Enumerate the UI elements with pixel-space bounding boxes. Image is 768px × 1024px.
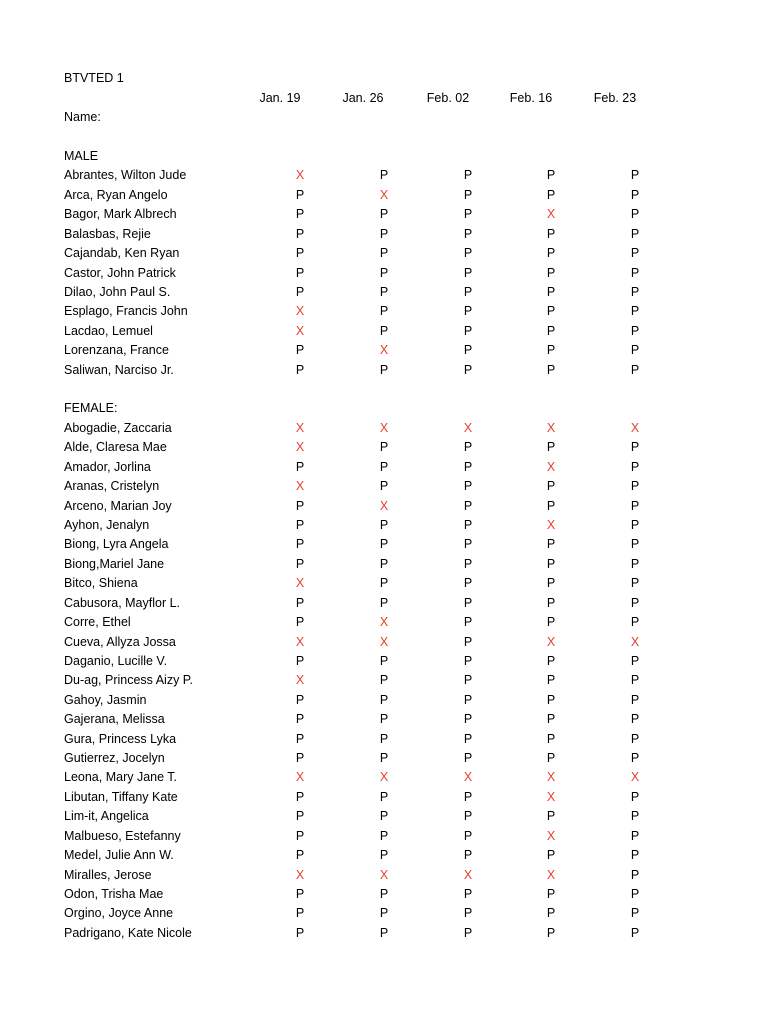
present-mark: P: [546, 886, 556, 901]
present-mark: P: [463, 809, 473, 824]
present-mark: P: [463, 556, 473, 571]
student-row: [0, 574, 768, 593]
present-mark: P: [630, 284, 640, 299]
absent-mark: X: [295, 479, 305, 494]
present-mark: P: [630, 479, 640, 494]
present-mark: P: [630, 187, 640, 202]
student-row: [0, 924, 768, 943]
student-name: Odon, Trisha Mae: [64, 886, 164, 901]
present-mark: P: [295, 517, 305, 532]
present-mark: P: [463, 284, 473, 299]
present-mark: P: [295, 595, 305, 610]
present-mark: P: [463, 712, 473, 727]
student-row: [0, 244, 768, 263]
present-mark: P: [463, 362, 473, 377]
present-mark: P: [630, 886, 640, 901]
present-mark: P: [546, 848, 556, 863]
present-mark: P: [379, 284, 389, 299]
date-header: Feb. 16: [509, 91, 553, 105]
student-name: Dilao, John Paul S.: [64, 284, 171, 299]
student-name: Du-ag, Princess Aizy P.: [64, 673, 193, 688]
student-row: [0, 594, 768, 613]
present-mark: P: [546, 712, 556, 727]
present-mark: P: [295, 246, 305, 261]
present-mark: P: [295, 809, 305, 824]
present-mark: P: [546, 692, 556, 707]
student-row: [0, 419, 768, 438]
present-mark: P: [546, 615, 556, 630]
student-row: [0, 497, 768, 516]
present-mark: P: [630, 906, 640, 921]
present-mark: P: [295, 498, 305, 513]
present-mark: P: [546, 168, 556, 183]
present-mark: P: [295, 906, 305, 921]
present-mark: P: [463, 498, 473, 513]
present-mark: P: [463, 789, 473, 804]
absent-mark: X: [546, 634, 556, 649]
student-name: Daganio, Lucille V.: [64, 653, 168, 668]
student-name: Lorenzana, France: [64, 343, 169, 358]
present-mark: P: [379, 751, 389, 766]
present-mark: P: [379, 459, 389, 474]
present-mark: P: [546, 226, 556, 241]
present-mark: P: [630, 498, 640, 513]
student-name: Gahoy, Jasmin: [64, 692, 147, 707]
student-row: [0, 225, 768, 244]
present-mark: P: [630, 751, 640, 766]
present-mark: P: [379, 692, 389, 707]
student-name: Ayhon, Jenalyn: [64, 517, 150, 532]
absent-mark: X: [295, 168, 305, 183]
absent-mark: X: [546, 867, 556, 882]
present-mark: P: [630, 848, 640, 863]
absent-mark: X: [379, 187, 389, 202]
present-mark: P: [463, 595, 473, 610]
present-mark: P: [295, 828, 305, 843]
student-name: Arca, Ryan Angelo: [64, 187, 168, 202]
present-mark: P: [379, 809, 389, 824]
name-label-row: [0, 108, 768, 127]
present-mark: P: [463, 187, 473, 202]
present-mark: P: [546, 751, 556, 766]
section-label: MALE: [64, 149, 99, 163]
present-mark: P: [630, 168, 640, 183]
present-mark: P: [463, 615, 473, 630]
present-mark: P: [379, 304, 389, 319]
absent-mark: X: [295, 634, 305, 649]
absent-mark: X: [546, 459, 556, 474]
student-name: Gura, Princess Lyka: [64, 731, 177, 746]
student-row: [0, 205, 768, 224]
absent-mark: X: [379, 615, 389, 630]
student-row: [0, 904, 768, 923]
absent-mark: X: [379, 420, 389, 435]
present-mark: P: [546, 362, 556, 377]
present-mark: P: [463, 459, 473, 474]
present-mark: P: [463, 653, 473, 668]
absent-mark: X: [295, 673, 305, 688]
present-mark: P: [630, 692, 640, 707]
absent-mark: X: [463, 420, 473, 435]
student-row: [0, 361, 768, 380]
present-mark: P: [379, 265, 389, 280]
absent-mark: X: [630, 420, 640, 435]
present-mark: P: [546, 537, 556, 552]
present-mark: P: [546, 323, 556, 338]
present-mark: P: [463, 207, 473, 222]
present-mark: P: [463, 576, 473, 591]
present-mark: P: [630, 517, 640, 532]
present-mark: P: [379, 479, 389, 494]
student-row: [0, 535, 768, 554]
present-mark: P: [379, 595, 389, 610]
present-mark: P: [630, 653, 640, 668]
present-mark: P: [463, 886, 473, 901]
absent-mark: X: [379, 634, 389, 649]
student-row: [0, 827, 768, 846]
present-mark: P: [546, 498, 556, 513]
absent-mark: X: [546, 828, 556, 843]
student-row: [0, 710, 768, 729]
date-header: Feb. 23: [593, 91, 637, 105]
student-row: [0, 788, 768, 807]
absent-mark: X: [379, 343, 389, 358]
present-mark: P: [630, 246, 640, 261]
student-row: [0, 458, 768, 477]
absent-mark: X: [546, 770, 556, 785]
student-name: Abrantes, Wilton Jude: [64, 168, 187, 183]
present-mark: P: [630, 226, 640, 241]
present-mark: P: [379, 848, 389, 863]
section-label-row: [0, 399, 768, 418]
present-mark: P: [546, 653, 556, 668]
present-mark: P: [546, 673, 556, 688]
present-mark: P: [546, 576, 556, 591]
student-name: Medel, Julie Ann W.: [64, 848, 174, 863]
present-mark: P: [379, 517, 389, 532]
present-mark: P: [379, 226, 389, 241]
present-mark: P: [295, 692, 305, 707]
present-mark: P: [630, 731, 640, 746]
student-row: [0, 807, 768, 826]
absent-mark: X: [546, 207, 556, 222]
student-row: [0, 516, 768, 535]
present-mark: P: [379, 925, 389, 940]
student-name: Libutan, Tiffany Kate: [64, 789, 178, 804]
present-mark: P: [295, 556, 305, 571]
student-name: Leona, Mary Jane T.: [64, 770, 178, 785]
present-mark: P: [295, 265, 305, 280]
present-mark: P: [630, 576, 640, 591]
student-row: [0, 477, 768, 496]
present-mark: P: [295, 789, 305, 804]
student-name: Castor, John Patrick: [64, 265, 176, 280]
present-mark: P: [630, 207, 640, 222]
student-name: Bitco, Shiena: [64, 576, 138, 591]
present-mark: P: [463, 517, 473, 532]
present-mark: P: [463, 692, 473, 707]
present-mark: P: [463, 479, 473, 494]
student-name: Esplago, Francis John: [64, 304, 188, 319]
student-name: Biong, Lyra Angela: [64, 537, 169, 552]
student-row: [0, 283, 768, 302]
present-mark: P: [379, 653, 389, 668]
present-mark: P: [295, 886, 305, 901]
present-mark: P: [630, 595, 640, 610]
student-row: [0, 671, 768, 690]
student-name: Saliwan, Narciso Jr.: [64, 362, 174, 377]
present-mark: P: [379, 712, 389, 727]
present-mark: P: [463, 848, 473, 863]
present-mark: P: [295, 343, 305, 358]
present-mark: P: [630, 459, 640, 474]
present-mark: P: [546, 556, 556, 571]
student-name: Padrigano, Kate Nicole: [64, 925, 192, 940]
student-row: [0, 652, 768, 671]
present-mark: P: [379, 828, 389, 843]
student-name: Miralles, Jerose: [64, 867, 152, 882]
student-row: [0, 613, 768, 632]
sheet-title: BTVTED 1: [64, 71, 124, 85]
present-mark: P: [546, 304, 556, 319]
student-row: [0, 846, 768, 865]
student-name: Abogadie, Zaccaria: [64, 420, 172, 435]
present-mark: P: [295, 284, 305, 299]
student-row: [0, 768, 768, 787]
present-mark: P: [463, 304, 473, 319]
student-name: Orgino, Joyce Anne: [64, 906, 174, 921]
date-header: Jan. 26: [342, 91, 384, 105]
present-mark: P: [295, 751, 305, 766]
present-mark: P: [546, 925, 556, 940]
present-mark: P: [463, 168, 473, 183]
student-name: Cajandab, Ken Ryan: [64, 246, 180, 261]
present-mark: P: [630, 828, 640, 843]
present-mark: P: [379, 246, 389, 261]
present-mark: P: [295, 731, 305, 746]
present-mark: P: [379, 440, 389, 455]
present-mark: P: [630, 343, 640, 358]
present-mark: P: [379, 556, 389, 571]
present-mark: P: [295, 187, 305, 202]
present-mark: P: [630, 304, 640, 319]
present-mark: P: [463, 925, 473, 940]
present-mark: P: [295, 925, 305, 940]
absent-mark: X: [379, 498, 389, 513]
date-header: Feb. 02: [426, 91, 470, 105]
present-mark: P: [463, 731, 473, 746]
present-mark: P: [379, 906, 389, 921]
present-mark: P: [630, 809, 640, 824]
student-row: [0, 866, 768, 885]
present-mark: P: [379, 323, 389, 338]
present-mark: P: [379, 537, 389, 552]
student-row: [0, 633, 768, 652]
name-label: Name:: [64, 110, 101, 124]
present-mark: P: [630, 673, 640, 688]
absent-mark: X: [463, 867, 473, 882]
student-name: Arceno, Marian Joy: [64, 498, 172, 513]
present-mark: P: [630, 362, 640, 377]
present-mark: P: [630, 925, 640, 940]
present-mark: P: [546, 595, 556, 610]
student-row: [0, 691, 768, 710]
present-mark: P: [546, 343, 556, 358]
present-mark: P: [546, 731, 556, 746]
student-row: [0, 438, 768, 457]
student-name: Cabusora, Mayflor L.: [64, 595, 181, 610]
present-mark: P: [295, 207, 305, 222]
present-mark: P: [379, 789, 389, 804]
present-mark: P: [630, 323, 640, 338]
present-mark: P: [379, 731, 389, 746]
student-row: [0, 264, 768, 283]
student-name: Alde, Claresa Mae: [64, 440, 167, 455]
absent-mark: X: [295, 323, 305, 338]
student-name: Malbueso, Estefanny: [64, 828, 181, 843]
present-mark: P: [630, 615, 640, 630]
student-row: [0, 166, 768, 185]
student-row: [0, 322, 768, 341]
present-mark: P: [630, 265, 640, 280]
present-mark: P: [546, 246, 556, 261]
student-row: [0, 341, 768, 360]
student-name: Lacdao, Lemuel: [64, 323, 153, 338]
student-name: Amador, Jorlina: [64, 459, 151, 474]
student-row: [0, 885, 768, 904]
student-name: Cueva, Allyza Jossa: [64, 634, 176, 649]
present-mark: P: [463, 265, 473, 280]
present-mark: P: [630, 440, 640, 455]
absent-mark: X: [295, 770, 305, 785]
present-mark: P: [463, 751, 473, 766]
present-mark: P: [630, 867, 640, 882]
title-row: [0, 69, 768, 88]
section-label: FEMALE:: [64, 401, 118, 416]
present-mark: P: [295, 615, 305, 630]
present-mark: P: [463, 226, 473, 241]
present-mark: P: [295, 226, 305, 241]
present-mark: P: [546, 809, 556, 824]
student-name: Lim-it, Angelica: [64, 809, 149, 824]
absent-mark: X: [295, 867, 305, 882]
present-mark: P: [463, 906, 473, 921]
absent-mark: X: [546, 789, 556, 804]
present-mark: P: [295, 362, 305, 377]
student-row: [0, 186, 768, 205]
present-mark: P: [379, 886, 389, 901]
student-row: [0, 555, 768, 574]
section-label-row: [0, 147, 768, 166]
student-name: Aranas, Cristelyn: [64, 479, 160, 494]
present-mark: P: [379, 362, 389, 377]
present-mark: P: [379, 673, 389, 688]
student-row: [0, 749, 768, 768]
present-mark: P: [463, 634, 473, 649]
present-mark: P: [630, 712, 640, 727]
present-mark: P: [630, 537, 640, 552]
student-name: Corre, Ethel: [64, 615, 131, 630]
absent-mark: X: [295, 440, 305, 455]
student-name: Balasbas, Rejie: [64, 226, 151, 241]
present-mark: P: [379, 168, 389, 183]
present-mark: P: [379, 576, 389, 591]
absent-mark: X: [630, 770, 640, 785]
present-mark: P: [546, 479, 556, 494]
present-mark: P: [463, 828, 473, 843]
student-row: [0, 730, 768, 749]
present-mark: P: [546, 265, 556, 280]
absent-mark: X: [295, 304, 305, 319]
absent-mark: X: [379, 770, 389, 785]
absent-mark: X: [546, 420, 556, 435]
absent-mark: X: [379, 867, 389, 882]
absent-mark: X: [295, 576, 305, 591]
present-mark: P: [546, 187, 556, 202]
present-mark: P: [295, 653, 305, 668]
present-mark: P: [546, 284, 556, 299]
absent-mark: X: [295, 420, 305, 435]
student-name: Bagor, Mark Albrech: [64, 207, 177, 222]
present-mark: P: [463, 673, 473, 688]
present-mark: P: [546, 906, 556, 921]
present-mark: P: [295, 848, 305, 863]
present-mark: P: [295, 459, 305, 474]
present-mark: P: [379, 207, 389, 222]
present-mark: P: [463, 343, 473, 358]
student-name: Biong,Mariel Jane: [64, 556, 165, 571]
student-row: [0, 302, 768, 321]
student-name: Gutierrez, Jocelyn: [64, 751, 165, 766]
present-mark: P: [630, 556, 640, 571]
date-header-row: [0, 89, 768, 108]
absent-mark: X: [546, 517, 556, 532]
present-mark: P: [295, 712, 305, 727]
present-mark: P: [463, 537, 473, 552]
present-mark: P: [295, 537, 305, 552]
date-header: Jan. 19: [259, 91, 301, 105]
absent-mark: X: [463, 770, 473, 785]
absent-mark: X: [630, 634, 640, 649]
student-name: Gajerana, Melissa: [64, 712, 165, 727]
present-mark: P: [463, 440, 473, 455]
present-mark: P: [463, 246, 473, 261]
present-mark: P: [546, 440, 556, 455]
present-mark: P: [463, 323, 473, 338]
present-mark: P: [630, 789, 640, 804]
